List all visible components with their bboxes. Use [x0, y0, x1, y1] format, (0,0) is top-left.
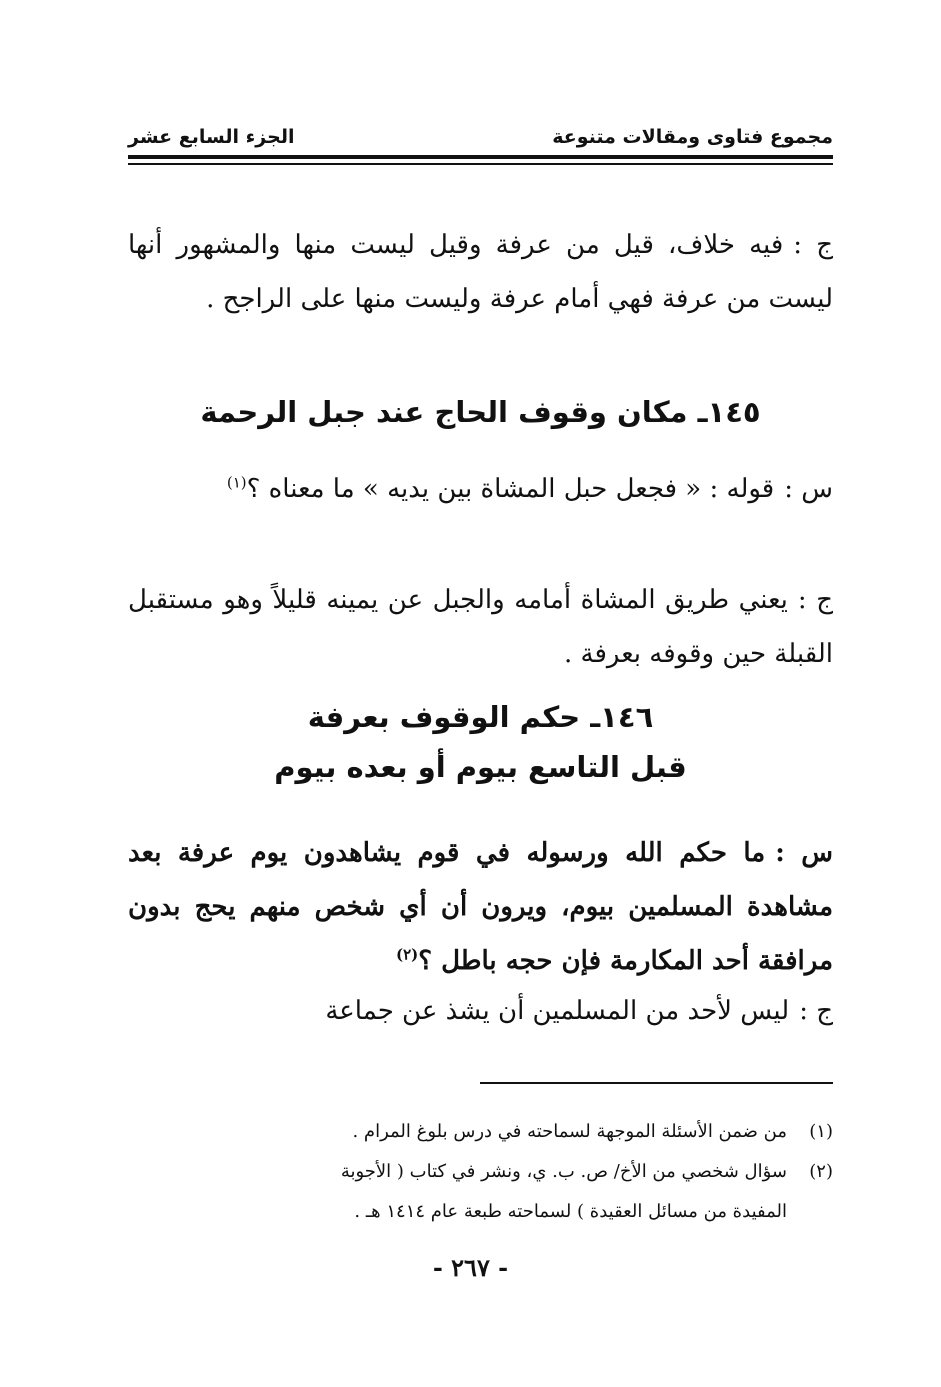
- footnote-number: (١): [809, 1121, 833, 1142]
- section-146-question: [128, 826, 833, 988]
- question-label: س :: [775, 838, 833, 868]
- footnote-1: [128, 1112, 833, 1152]
- book-title: مجموع فتاوى ومقالات متنوعة: [552, 126, 833, 148]
- header-rule-thin: [128, 163, 833, 165]
- footnote-2: [128, 1152, 833, 1232]
- section-146-title-line1: ١٤٦ـ حكم الوقوف بعرفة: [307, 700, 654, 734]
- answer-label: ج :: [797, 585, 834, 615]
- footnote-text-continued: المفيدة من مسائل العقيدة ) لسماحته طبعة عام ١٤١٤ هـ .: [354, 1201, 787, 1222]
- section-145-answer: [128, 573, 833, 681]
- answer-text: ليس لأحد من المسلمين أن يشذ عن جماعة: [325, 996, 790, 1026]
- section-145-title: ١٤٥ـ مكان وقوف الحاج عند جبل الرحمة: [200, 395, 761, 429]
- question-text: قوله : « فجعل حبل المشاة بين يديه » ما معناه ؟: [246, 474, 775, 504]
- question-text: ما حكم الله ورسوله في قوم يشاهدون يوم عرفة بعد مشاهدة المسلمين بيوم، ويرون أن أي شخص منهم يحج بدون مرافقة أحد المكارمة فإن حجه باطل ؟: [128, 838, 833, 976]
- question-label: س :: [784, 474, 833, 504]
- footnote-rule: [480, 1082, 833, 1084]
- section-146-answer: [128, 984, 833, 1038]
- footnote-ref-2[interactable]: (٢): [395, 945, 419, 964]
- footnote-number: (٢): [809, 1161, 833, 1182]
- volume-title: الجزء السابع عشر: [128, 126, 295, 148]
- answer-text: فيه خلاف، قيل من عرفة وقيل ليست منها والمشهور أنها ليست من عرفة فهي أمام عرفة وليست منها على الراجح .: [128, 230, 833, 314]
- running-header: [128, 126, 833, 154]
- answer-intro: [128, 218, 833, 326]
- header-rule-thick: [128, 155, 833, 159]
- section-146-title-line2: قبل التاسع بيوم أو بعده بيوم: [274, 750, 687, 784]
- answer-label: ج :: [799, 996, 833, 1026]
- page-number: - ٢٦٧ -: [432, 1253, 509, 1282]
- footnote-ref-1[interactable]: (١): [226, 473, 247, 492]
- answer-text: يعني طريق المشاة أمامه والجبل عن يمينه قليلاً وهو مستقبل القبلة حين وقوفه بعرفة .: [128, 585, 833, 669]
- section-145-question: [128, 462, 833, 516]
- footnote-text: سؤال شخصي من الأخ/ ص. ب. ي، ونشر في كتاب ( الأجوبة: [340, 1161, 787, 1182]
- answer-label: ج :: [793, 230, 833, 260]
- footnote-text: من ضمن الأسئلة الموجهة لسماحته في درس بلوغ المرام .: [352, 1121, 787, 1142]
